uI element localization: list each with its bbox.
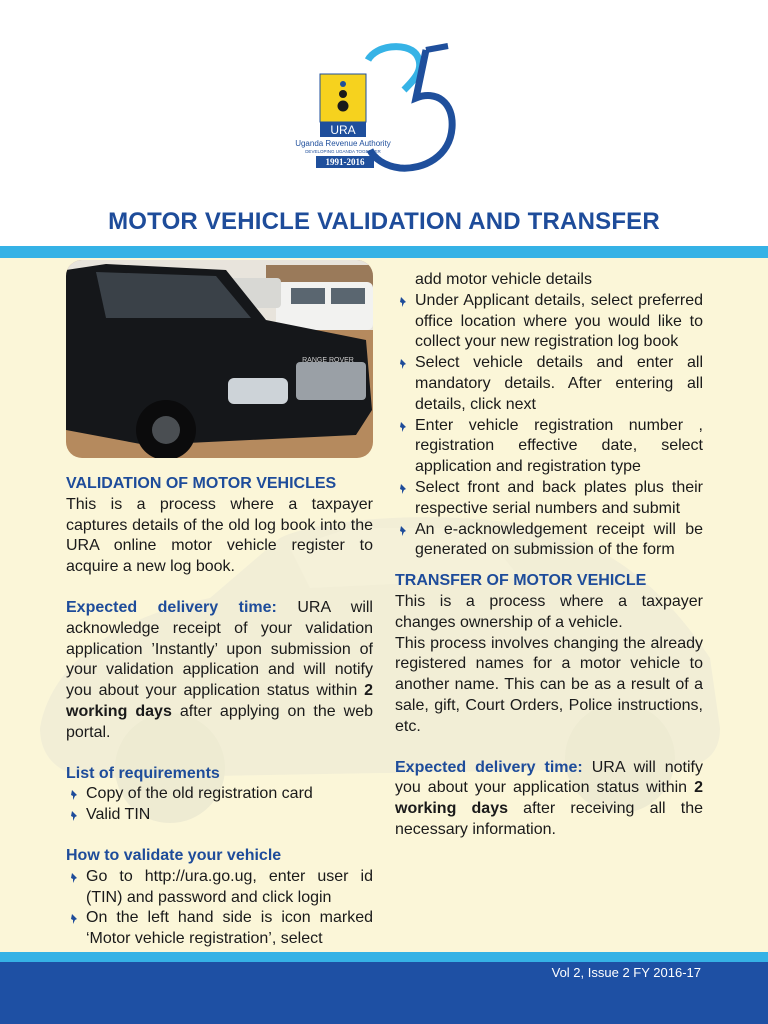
howto-heading: How to validate your vehicle [66, 846, 282, 864]
right-column [395, 270, 703, 841]
vehicle-photo [66, 260, 373, 458]
page-footer [0, 962, 768, 1024]
pushpin-icon [68, 872, 80, 884]
transfer-para2: This process involves changing the already registered names for a motor vehicle to another name. This can be as a result of a sale, gift, Court Orders, Police instructions, etc. [395, 634, 703, 735]
ura-25-logo [276, 40, 456, 180]
footer-stripe [0, 952, 768, 962]
page-title: MOTOR VEHICLE VALIDATION AND TRANSFER [108, 208, 660, 235]
pushpin-icon [68, 789, 80, 801]
validation-delivery-label: Expected delivery time: [66, 598, 277, 616]
list-item: Under Applicant details, select preferred office location where you would like to collect your new registration log book [395, 291, 703, 353]
logo-tagline: DEVELOPING UGANDA TOGETHER [305, 149, 381, 154]
transfer-para1: This is a process where a taxpayer changes ownership of a vehicle. [395, 592, 703, 631]
steps-continuation: add motor vehicle details [415, 271, 592, 288]
requirements-list [66, 784, 373, 826]
howto-steps-list [66, 867, 373, 950]
pushpin-icon [397, 483, 409, 495]
photo-plate-text: RANGE ROVER [302, 357, 354, 364]
list-item: Valid TIN [66, 805, 373, 826]
pushpin-icon [397, 525, 409, 537]
howto-steps-list-continued [395, 291, 703, 561]
pushpin-icon [397, 358, 409, 370]
header-stripe [0, 246, 768, 258]
logo-brand: URA [330, 123, 356, 137]
validation-intro: This is a process where a taxpayer captures details of the old log book into the URA online motor vehicle register to acquire a new log book. [66, 495, 373, 576]
validation-delivery: Expected delivery time: URA will acknowledge receipt of your validation application ’Instantly’ upon submission of your validation application and will notify you about your application status within 2 working days after applying on the web portal. [66, 598, 374, 741]
list-item: Select front and back plates plus their respective serial numbers and submit [395, 478, 703, 520]
list-item: Select vehicle details and enter all mandatory details. After entering all details, click next [395, 353, 703, 415]
logo-years: 1991-2016 [325, 157, 365, 167]
pushpin-icon [397, 421, 409, 433]
list-item: Copy of the old registration card [66, 784, 373, 805]
transfer-heading: TRANSFER OF MOTOR VEHICLE [395, 572, 647, 590]
validation-heading: VALIDATION OF MOTOR VEHICLES [66, 475, 337, 492]
transfer-delivery: Expected delivery time: URA will notify you about your application status within 2 working days after receiving all the necessary information. [395, 758, 703, 838]
page-header [0, 0, 768, 245]
requirements-heading: List of requirements [66, 764, 220, 782]
list-item: Go to http://ura.go.ug, enter user id (TIN) and password and click login [66, 867, 373, 909]
logo-org-name: Uganda Revenue Authority [295, 139, 391, 148]
issue-label: Vol 2, Issue 2 FY 2016-17 [551, 965, 701, 980]
list-item: Enter vehicle registration number , registration effective date, select application and registration type [395, 416, 703, 478]
transfer-delivery-label: Expected delivery time: [395, 758, 583, 776]
left-column [66, 474, 373, 950]
pushpin-icon [68, 810, 80, 822]
list-item: On the left hand side is icon marked ‘Motor vehicle registration’, select [66, 908, 373, 950]
pushpin-icon [68, 913, 80, 925]
list-item: An e-acknowledgement receipt will be generated on submission of the form [395, 520, 703, 562]
pushpin-icon [397, 296, 409, 308]
